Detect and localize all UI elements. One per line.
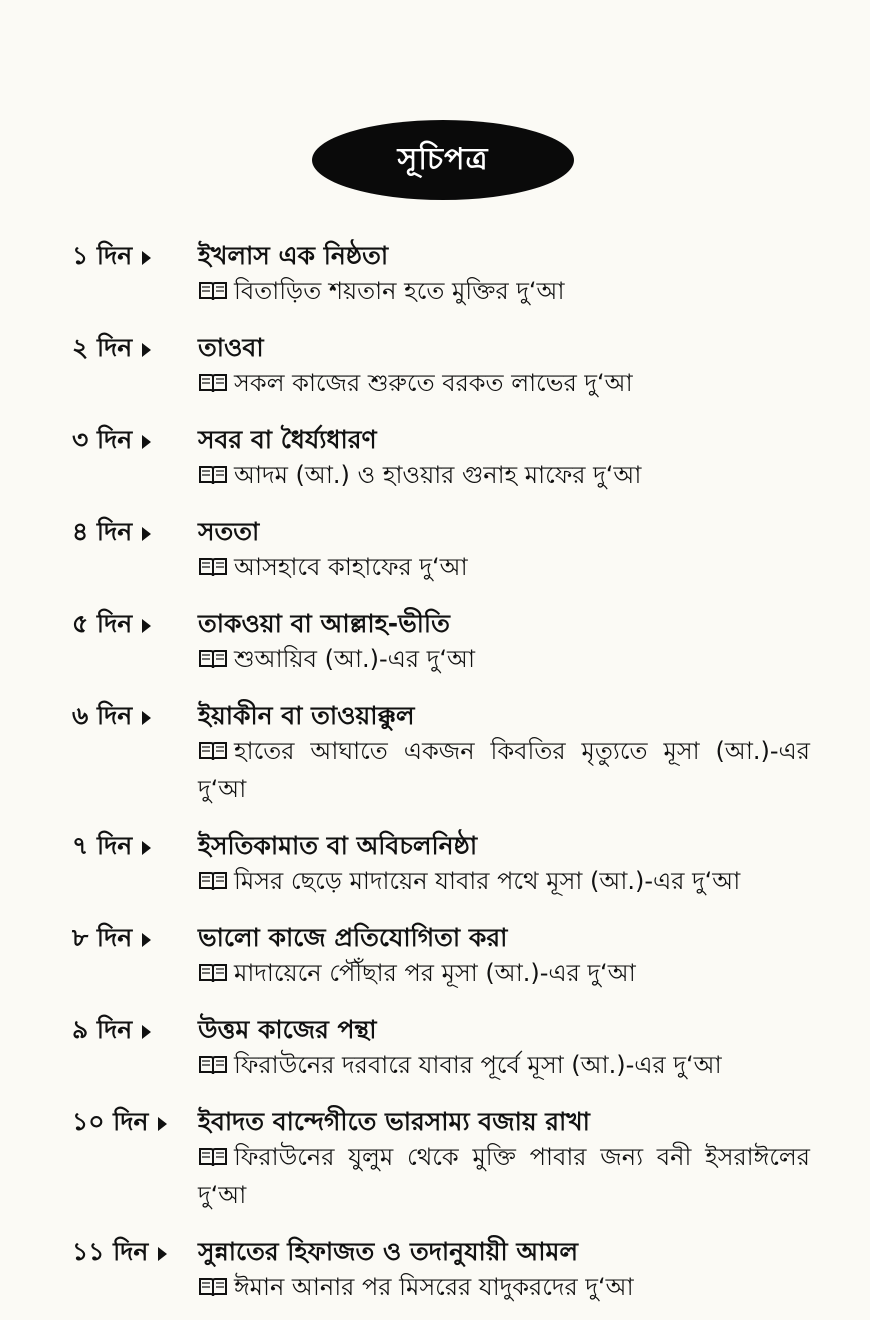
triangle-right-icon <box>142 619 151 633</box>
toc-entry <box>0 416 870 494</box>
triangle-right-icon <box>158 1117 167 1131</box>
day-label <box>72 420 151 463</box>
toc-entry-header <box>0 1098 870 1138</box>
toc-entry <box>0 1006 870 1084</box>
dua-text: আদম (আ.) ও হাওয়ার গুনাহ মাফের দু‘আ <box>234 461 642 489</box>
dua-text: হাতের আঘাতে একজন কিবতির মৃত্যুতে মূসা (আ.)-এর দু‘আ <box>198 737 810 803</box>
topic-title: ভালো কাজে প্রতিযোগিতা করা <box>198 923 508 952</box>
toc-entry <box>0 600 870 678</box>
toc-entry-header <box>0 600 870 640</box>
dua-text: সকল কাজের শুরুতে বরকত লাভের দু‘আ <box>234 369 633 397</box>
topic-title: ইসতিকামাত বা অবিচলনিষ্ঠা <box>198 831 478 860</box>
day-text: ৭ দিন <box>72 831 133 860</box>
toc-entry <box>0 1228 870 1306</box>
open-book-icon <box>198 1146 228 1168</box>
toc-entry <box>0 692 870 808</box>
dua-text: ফিরাউনের যুলুম থেকে মুক্তি পাবার জন্য বনী ইসরাঈলের দু‘আ <box>198 1143 810 1209</box>
topic-title: সততা <box>198 517 260 546</box>
toc-entry-header <box>0 508 870 548</box>
day-label <box>72 328 151 371</box>
triangle-right-icon <box>142 251 151 265</box>
toc-entry <box>0 822 870 900</box>
toc-entry-header <box>0 1228 870 1268</box>
topic-title: উত্তম কাজের পন্থা <box>198 1015 377 1044</box>
day-label <box>72 918 151 961</box>
triangle-right-icon <box>142 527 151 541</box>
triangle-right-icon <box>142 1025 151 1039</box>
page-title: সূচিপত্র <box>312 120 574 200</box>
day-label <box>72 1010 151 1053</box>
open-book-icon <box>198 464 228 486</box>
table-of-contents <box>0 232 870 1320</box>
dua-text: ঈমান আনার পর মিসরের যাদুকরদের দু‘আ <box>234 1273 634 1301</box>
topic-title: সবর বা ধৈর্য্যধারণ <box>198 425 377 454</box>
toc-entry-header <box>0 822 870 862</box>
open-book-icon <box>198 648 228 670</box>
triangle-right-icon <box>142 841 151 855</box>
day-label <box>72 512 151 555</box>
dua-line <box>198 548 810 586</box>
day-text: ৬ দিন <box>72 701 133 730</box>
day-label <box>72 1232 167 1275</box>
open-book-icon <box>198 870 228 892</box>
day-text: ৩ দিন <box>72 425 133 454</box>
triangle-right-icon <box>142 711 151 725</box>
topic-title: ইয়াকীন বা তাওয়াক্কুল <box>198 701 415 730</box>
day-label <box>72 696 151 739</box>
toc-entry <box>0 232 870 310</box>
open-book-icon <box>198 372 228 394</box>
toc-entry-header <box>0 914 870 954</box>
toc-entry <box>0 508 870 586</box>
topic-title: তাকওয়া বা আল্লাহ-ভীতি <box>198 609 450 638</box>
open-book-icon <box>198 1276 228 1298</box>
day-label <box>72 604 151 647</box>
triangle-right-icon <box>142 343 151 357</box>
toc-entry <box>0 324 870 402</box>
toc-entry-header <box>0 692 870 732</box>
open-book-icon <box>198 740 228 762</box>
day-text: ১ দিন <box>72 241 133 270</box>
triangle-right-icon <box>158 1247 167 1261</box>
open-book-icon <box>198 1054 228 1076</box>
day-text: ১১ দিন <box>72 1237 149 1266</box>
open-book-icon <box>198 556 228 578</box>
topic-title: ইখলাস এক নিষ্ঠতা <box>198 241 389 270</box>
day-text: ২ দিন <box>72 333 133 362</box>
title-banner <box>312 120 574 200</box>
triangle-right-icon <box>142 933 151 947</box>
toc-entry <box>0 914 870 992</box>
day-label <box>72 236 151 279</box>
open-book-icon <box>198 962 228 984</box>
dua-line <box>198 364 810 402</box>
toc-entry <box>0 1098 870 1214</box>
dua-text: মাদায়েনে পৌঁছার পর মূসা (আ.)-এর দু‘আ <box>234 959 636 987</box>
topic-title: তাওবা <box>198 333 264 362</box>
open-book-icon <box>198 280 228 302</box>
dua-line <box>198 732 810 808</box>
day-text: ১০ দিন <box>72 1107 149 1136</box>
dua-text: বিতাড়িত শয়তান হতে মুক্তির দু‘আ <box>234 277 565 305</box>
day-label <box>72 826 151 869</box>
dua-text: শুআয়িব (আ.)-এর দু‘আ <box>234 645 475 673</box>
toc-entry-header <box>0 232 870 272</box>
dua-text: আসহাবে কাহাফের দু‘আ <box>234 553 468 581</box>
day-label <box>72 1102 167 1145</box>
toc-entry-header <box>0 416 870 456</box>
dua-text: মিসর ছেড়ে মাদায়েন যাবার পথে মূসা (আ.)-এর দু‘আ <box>234 867 741 895</box>
topic-title: ইবাদত বান্দেগীতে ভারসাম্য বজায় রাখা <box>198 1107 590 1136</box>
day-text: ৫ দিন <box>72 609 133 638</box>
day-text: ৪ দিন <box>72 517 133 546</box>
dua-text: ফিরাউনের দরবারে যাবার পূর্বে মূসা (আ.)-এর দু‘আ <box>234 1051 722 1079</box>
day-text: ৯ দিন <box>72 1015 133 1044</box>
day-text: ৮ দিন <box>72 923 133 952</box>
topic-title: সুন্নাতের হিফাজত ও তদানুযায়ী আমল <box>198 1237 579 1266</box>
dua-line <box>198 1138 810 1214</box>
toc-entry-header <box>0 1006 870 1046</box>
toc-entry-header <box>0 324 870 364</box>
triangle-right-icon <box>142 435 151 449</box>
